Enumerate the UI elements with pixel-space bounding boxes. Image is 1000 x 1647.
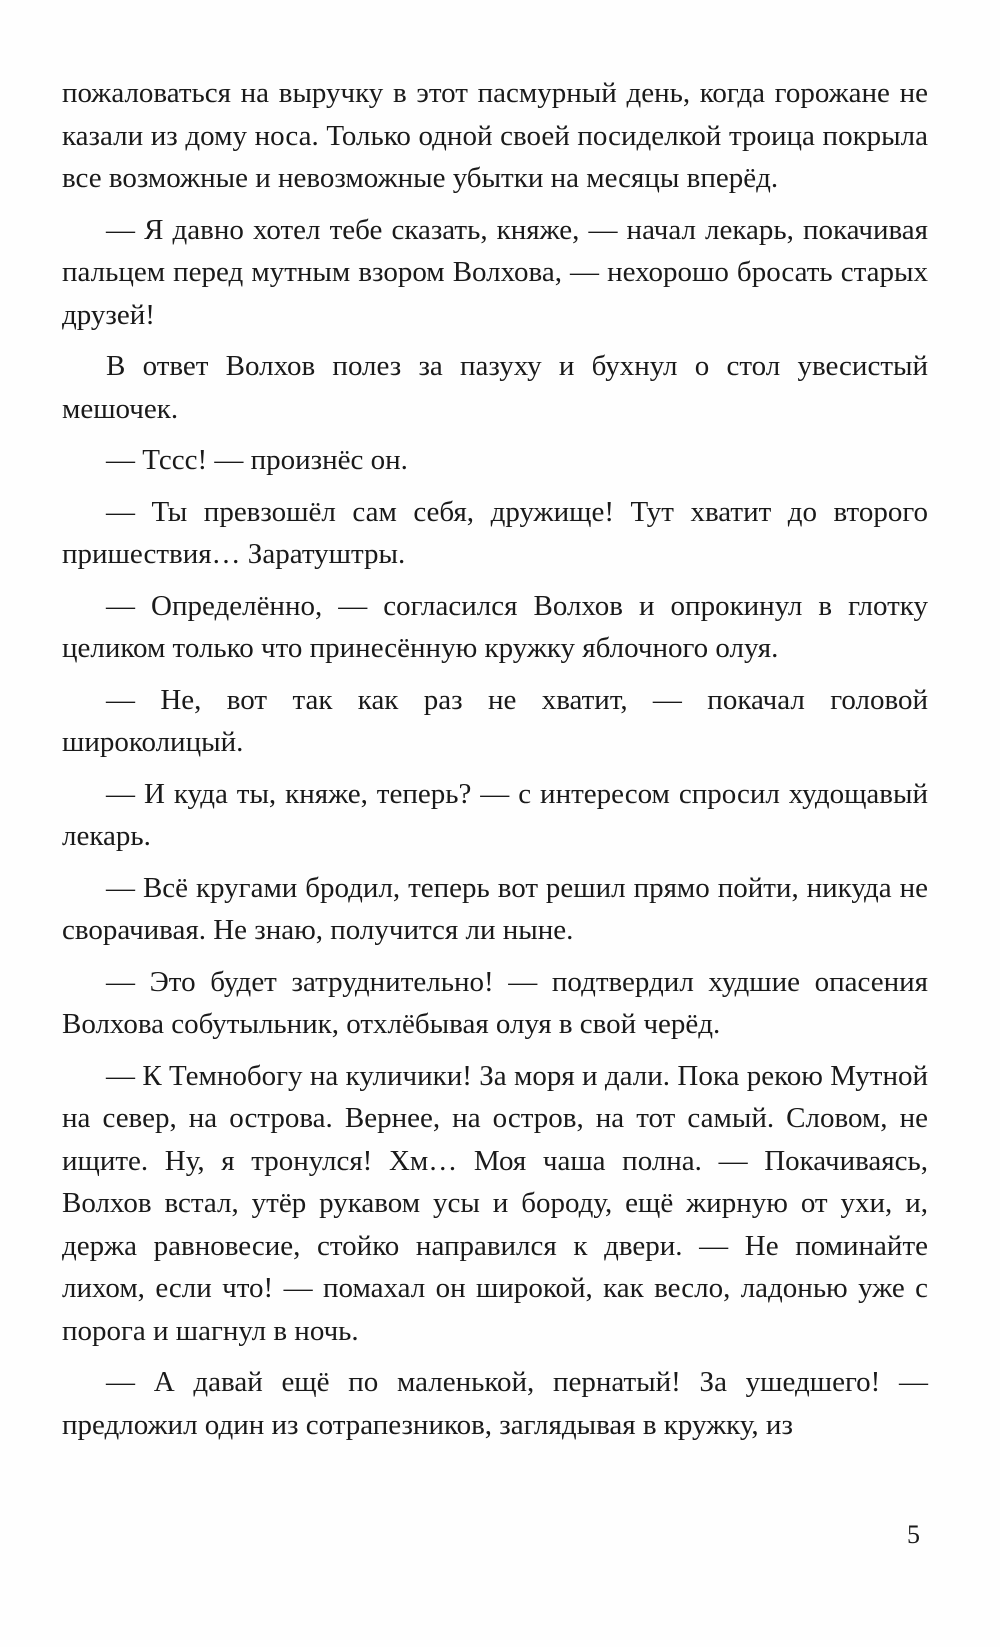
paragraph-12: — А давай ещё по маленькой, пернатый! За ушедшего! — предложил один из сотрапезников, заглядывая в кружку, из	[62, 1366, 928, 1441]
paragraph-11: — К Темнобогу на куличики! За моря и дали. Пока рекою Мутной на север, на острова. Вернее, на остров, на тот самый. Словом, не ищите. Ну, я тронулся! Хм… Моя чаша полна. — Покачиваясь, Волхов встал, утёр рукавом усы и бороду, ещё жирную от ухи, и, держа равновесие, стойко направился к двери. — Не поминайте лихом, если что! — помахал он широкой, как весло, ладонью уже с порога и шагнул в ночь.	[62, 1059, 928, 1347]
paragraph-1: пожаловаться на выручку в этот пасмурный день, когда горожане не казали из дому носа. Только одной своей посиделкой троица покрыла все возможные и невозможные убытки на месяцы вперёд.	[62, 77, 928, 194]
page-number: 5	[907, 1520, 920, 1549]
page-body-text	[62, 72, 928, 1455]
paragraph-3: В ответ Волхов полез за пазуху и бухнул о стол увесистый мешочек.	[62, 350, 928, 425]
paragraph-7: — Не, вот так как раз не хватит, — покачал головой широколицый.	[62, 683, 928, 758]
paragraph-2: — Я давно хотел тебе сказать, княже, — начал лекарь, покачивая пальцем перед мутным взором Волхова, — нехорошо бросать старых друзей!	[62, 213, 928, 331]
paragraph-5: — Ты превзошёл сам себя, дружище! Тут хватит до второго пришествия… Заратуштры.	[62, 495, 928, 570]
paragraph-8: — И куда ты, княже, теперь? — с интересом спросил худощавый лекарь.	[62, 777, 928, 852]
paragraph-9: — Всё кругами бродил, теперь вот решил прямо пойти, никуда не сворачивая. Не знаю, получится ли ныне.	[62, 871, 928, 946]
paragraph-10: — Это будет затруднительно! — подтвердил худшие опасения Волхова собутыльник, отхлёбывая олуя в свой черёд.	[62, 965, 928, 1040]
paragraph-4: — Тссс! — произнёс он.	[106, 444, 408, 476]
paragraph-6: — Определённо, — согласился Волхов и опрокинул в глотку целиком только что принесённую кружку яблочного олуя.	[62, 589, 928, 664]
